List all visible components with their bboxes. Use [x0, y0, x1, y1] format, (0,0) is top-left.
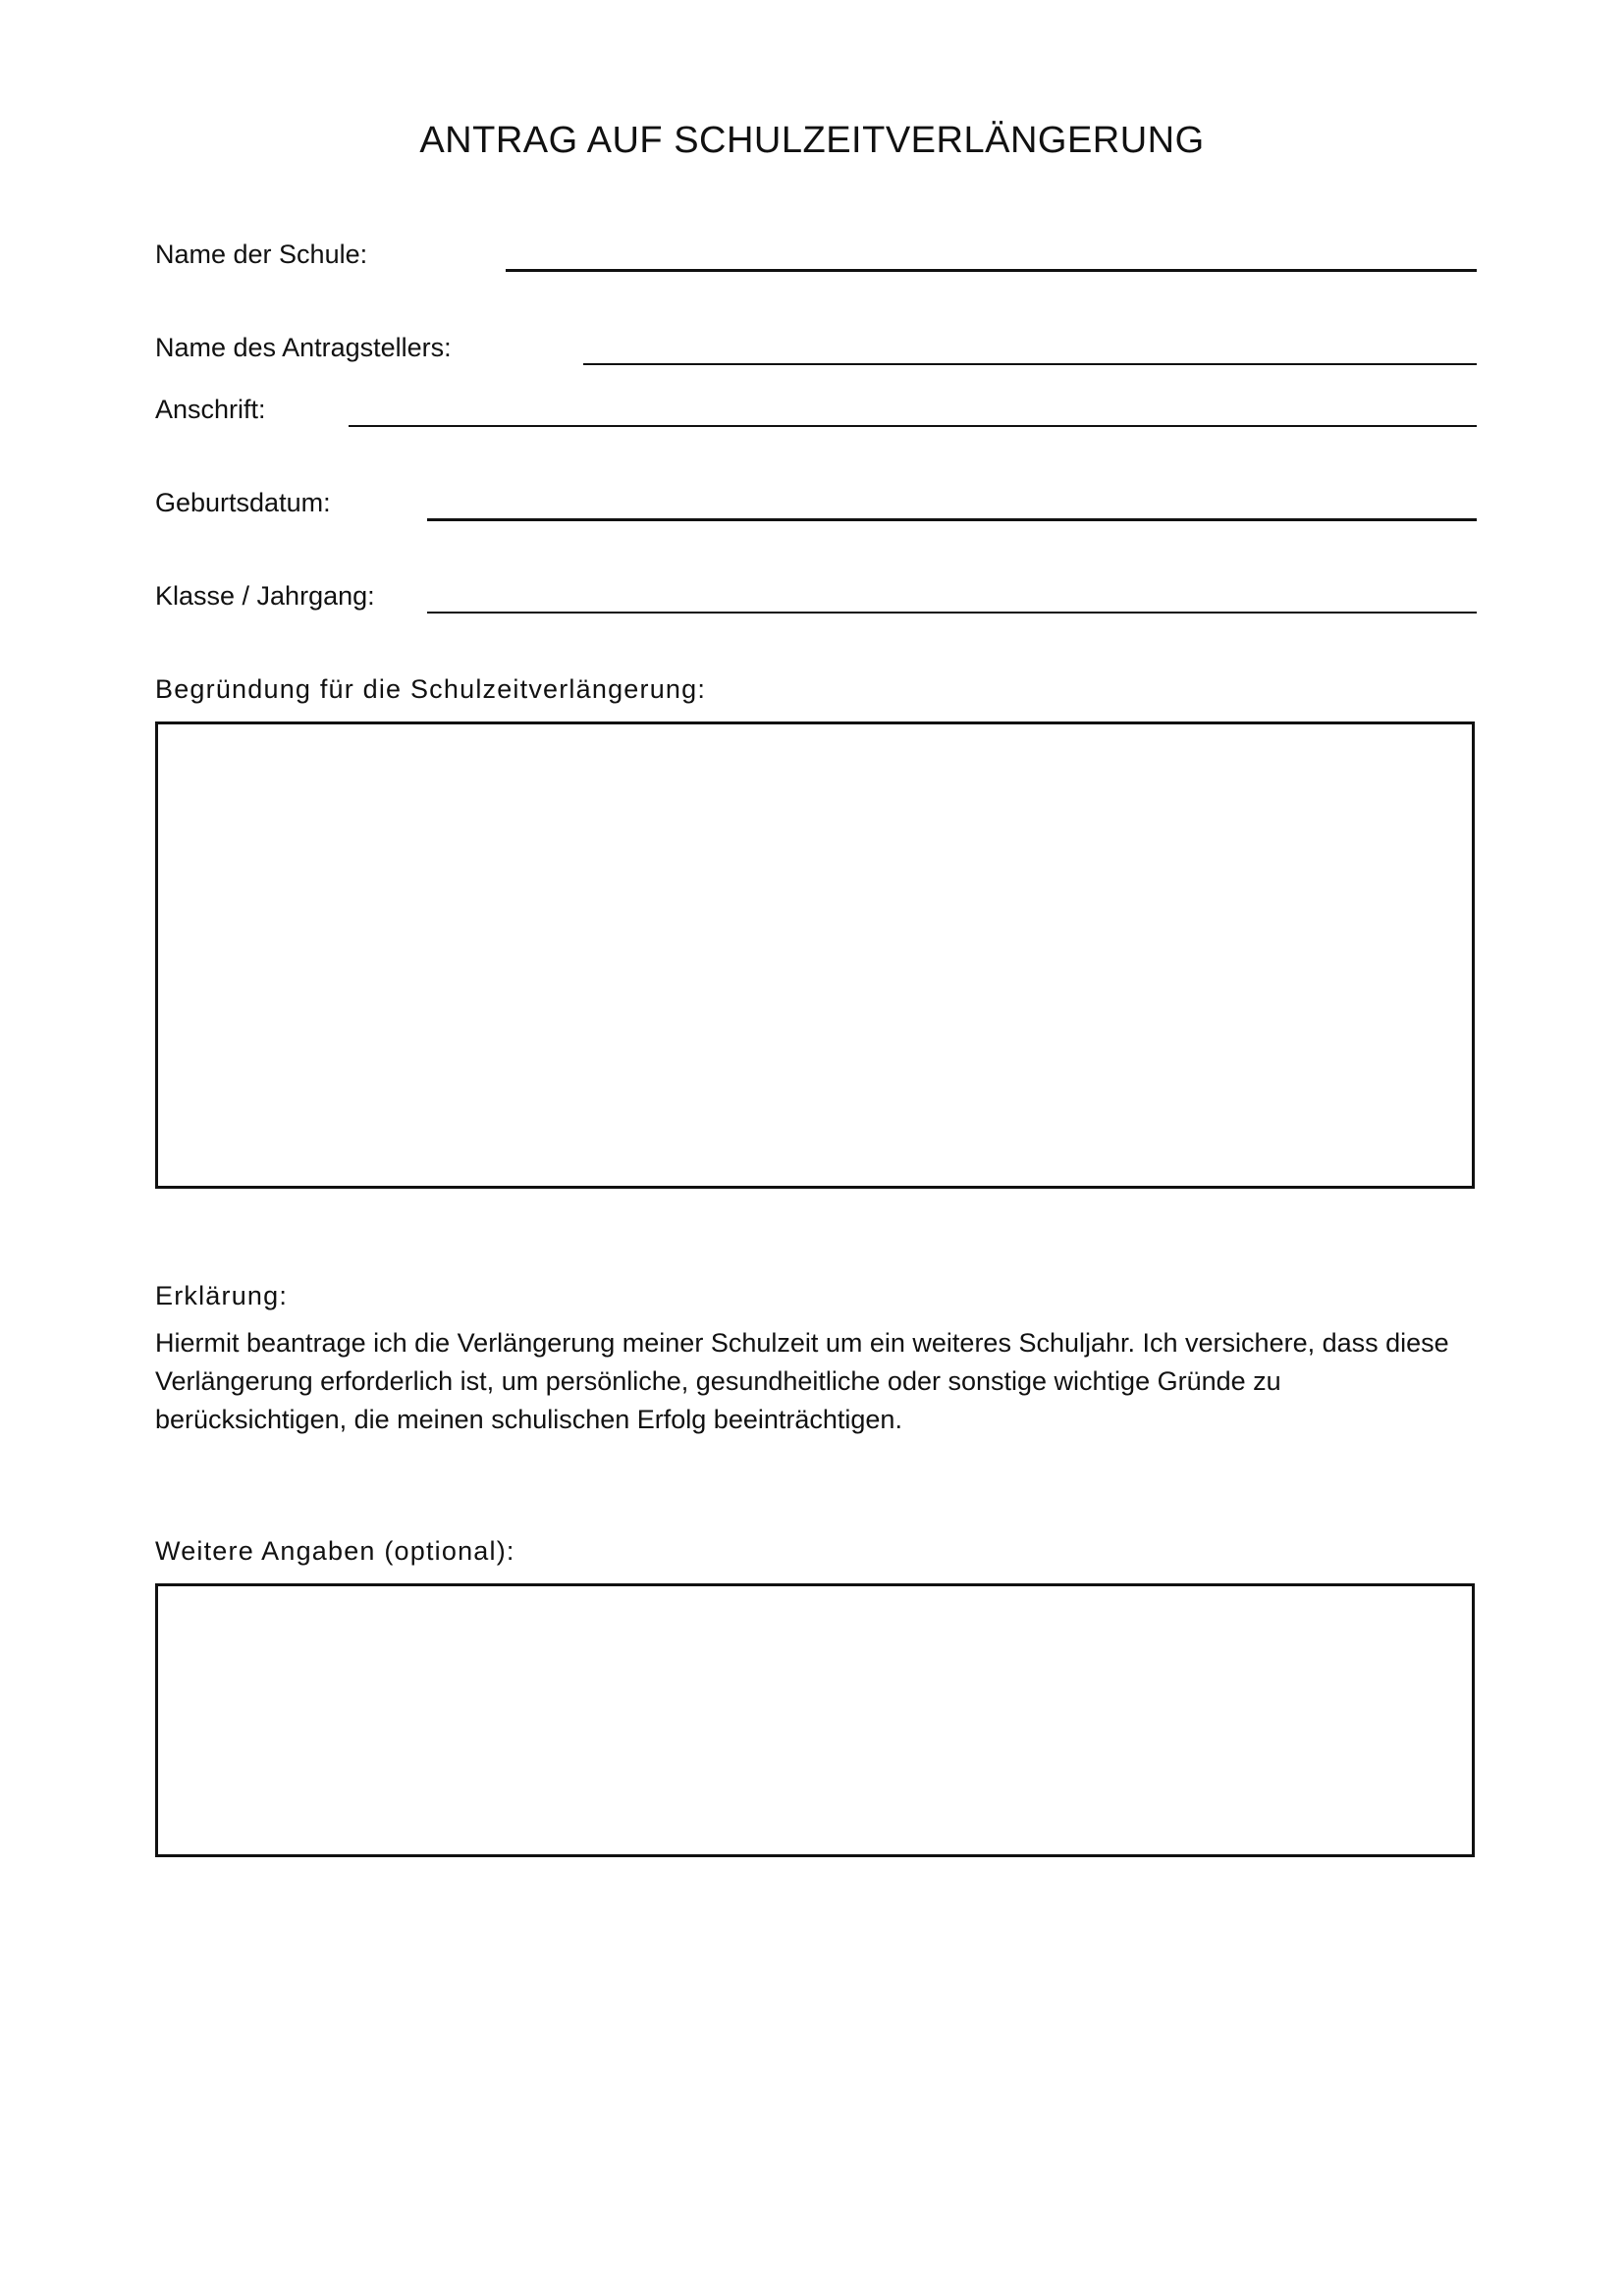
- class-field[interactable]: [427, 612, 1477, 614]
- address-label: Anschrift:: [155, 395, 266, 424]
- class-label: Klasse / Jahrgang:: [155, 581, 375, 611]
- additional-info-textarea[interactable]: [155, 1583, 1475, 1857]
- justification-label: Begründung für die Schulzeitverlängerung:: [155, 674, 707, 704]
- birthdate-label: Geburtsdatum:: [155, 488, 331, 517]
- applicant-name-field[interactable]: [583, 363, 1477, 365]
- address-field[interactable]: [349, 425, 1477, 427]
- school-name-label: Name der Schule:: [155, 240, 368, 269]
- form-title: ANTRAG AUF SCHULZEITVERLÄNGERUNG: [419, 120, 1205, 161]
- birthdate-field[interactable]: [427, 518, 1477, 521]
- applicant-name-label: Name des Antragstellers:: [155, 333, 452, 362]
- school-name-field[interactable]: [506, 269, 1477, 272]
- declaration-text: Hiermit beantrage ich die Verlängerung meiner Schulzeit um ein weiteres Schuljahr. Ich versichere, dass diese Verlängerung erforderlich ist, um persönliche, gesundheitliche oder sonstige wichtige Gründe zu berücksichtigen, die meinen schulischen Erfolg beeinträchtigen.: [155, 1328, 1449, 1434]
- declaration-label: Erklärung:: [155, 1281, 289, 1310]
- justification-textarea[interactable]: [155, 721, 1475, 1189]
- additional-info-label: Weitere Angaben (optional):: [155, 1536, 515, 1566]
